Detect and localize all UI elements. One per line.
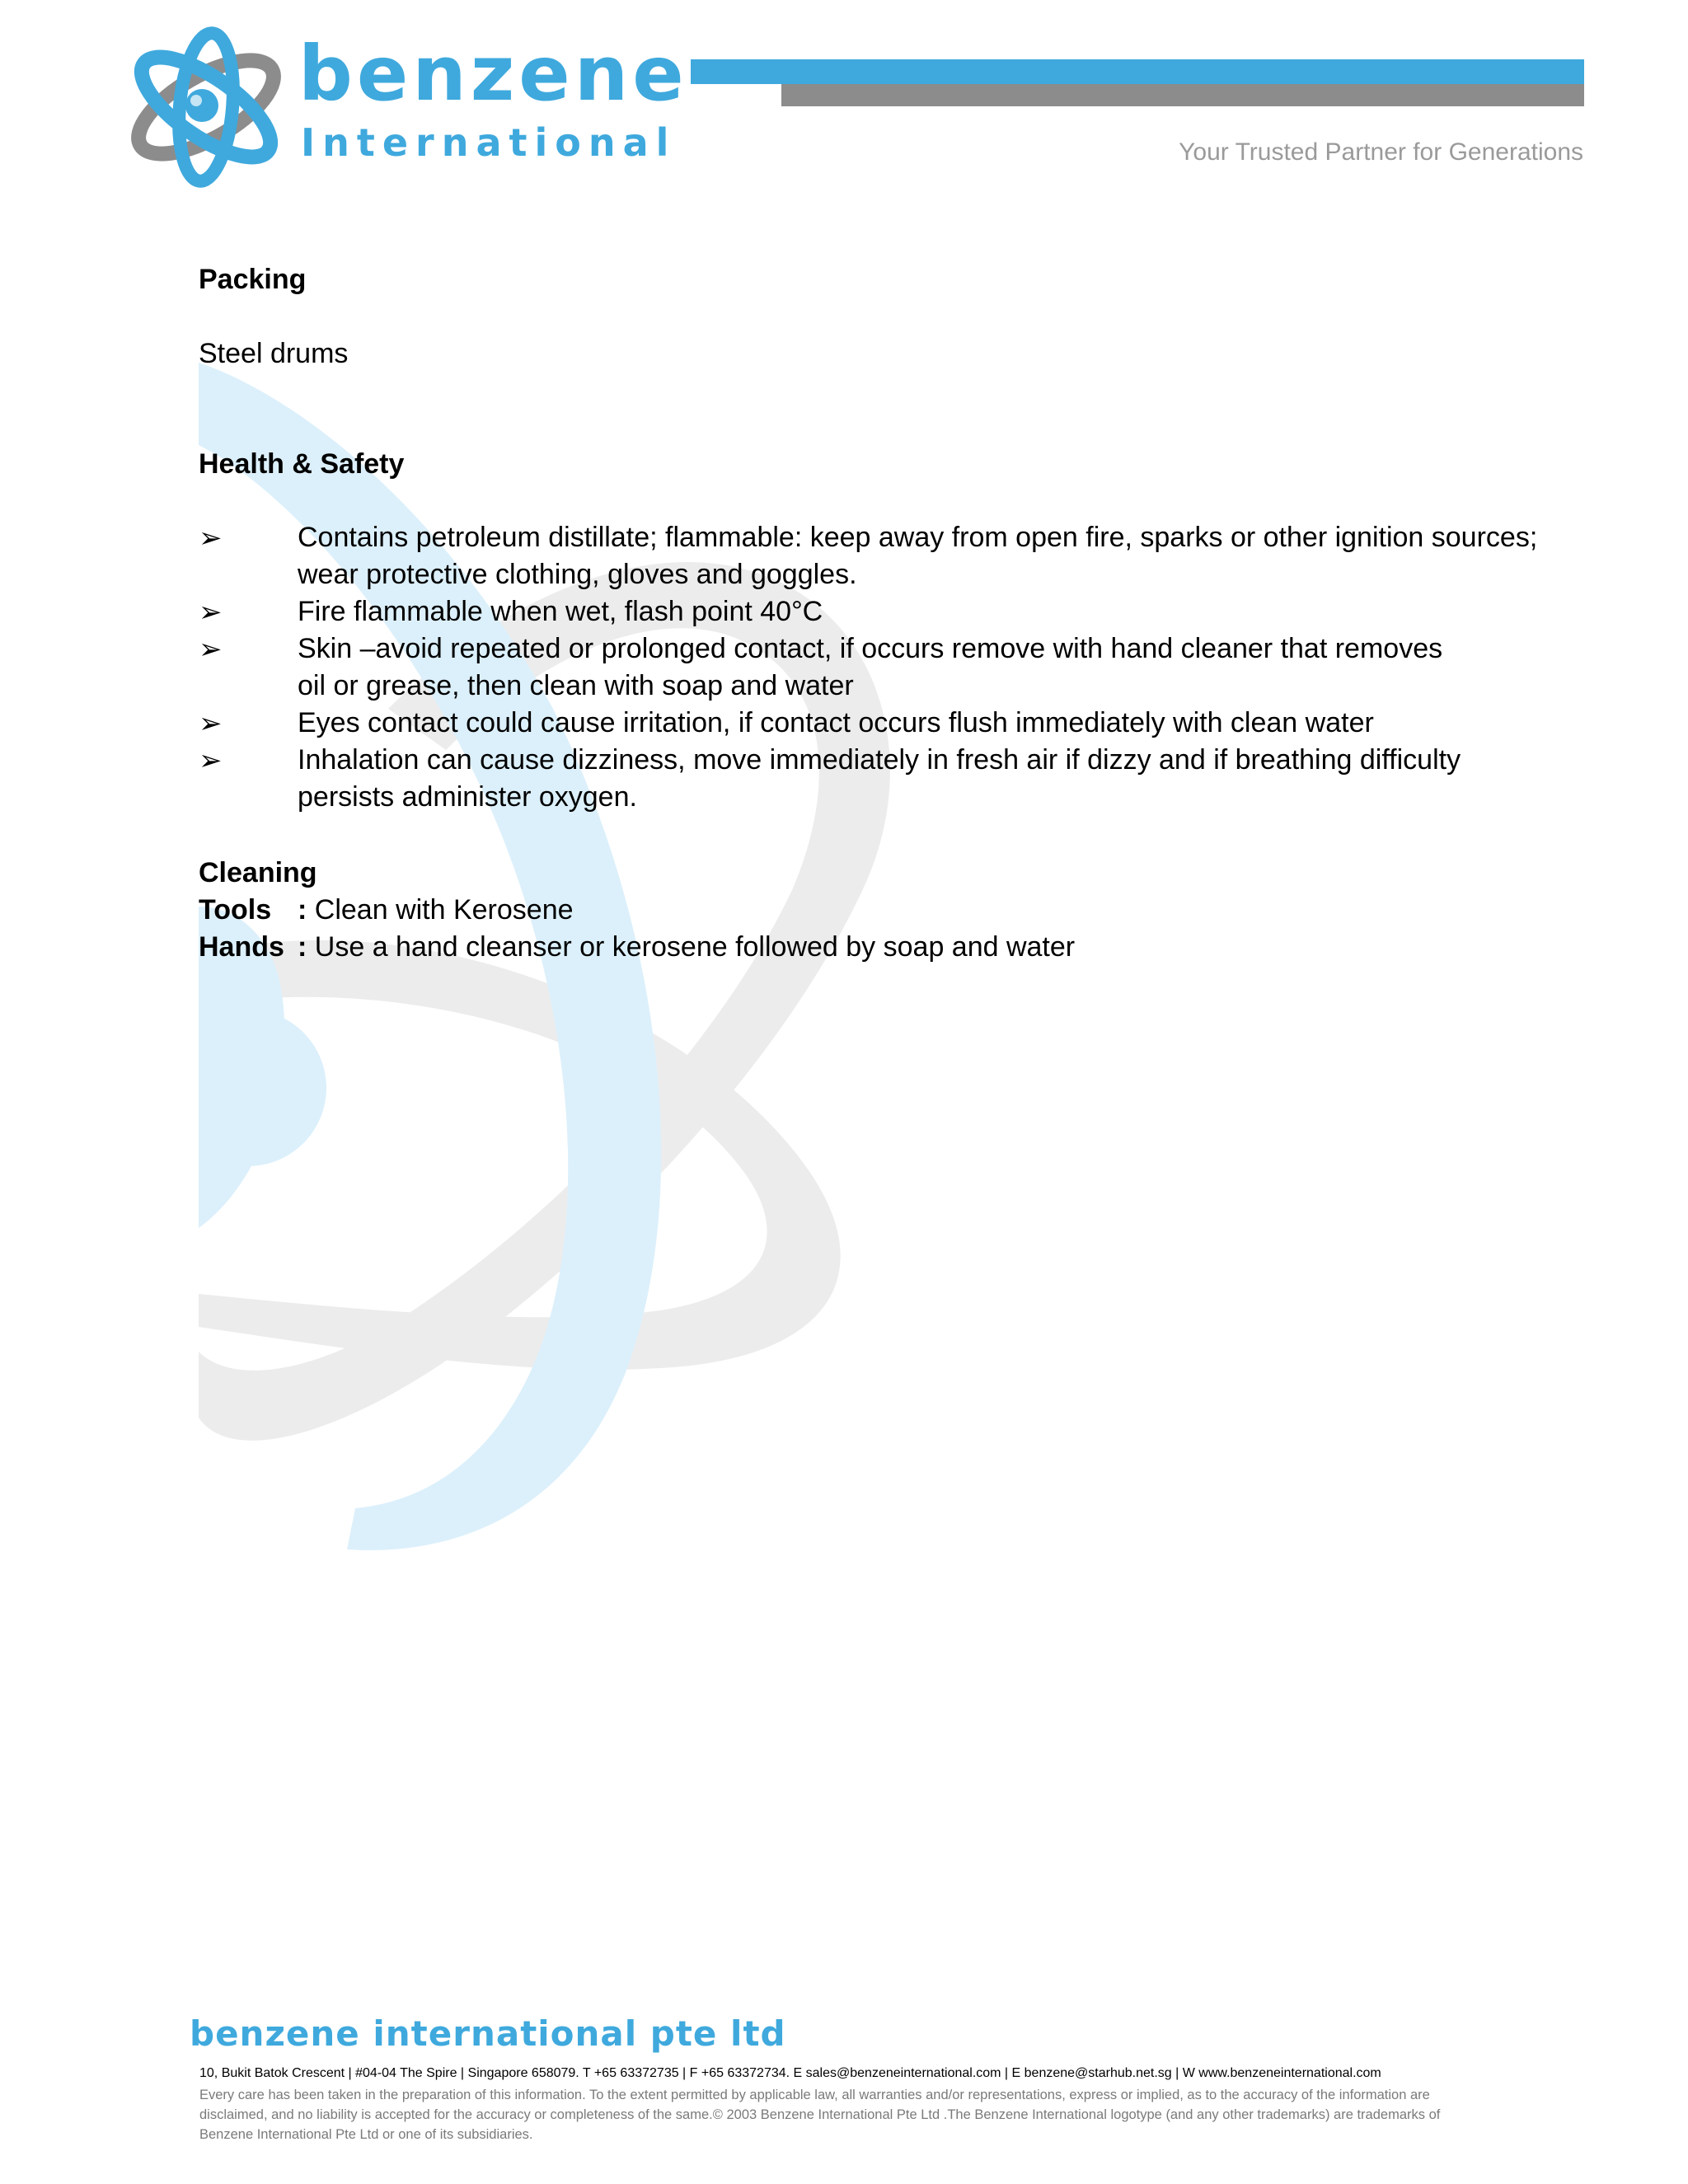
footer-disclaimer: Every care has been taken in the preparation of this information. To the extent permitted by applicable law, all warranties and/or representations, express or implied, as to the accuracy of the information are disclaimed, and no liability is accepted for the accuracy or completeness of the same.© 2003 Benzene International Pte Ltd .The Benzene International logotype (and any other trademarks) are trademarks of Benzene International Pte Ltd or one of its subsidiaries. (199, 2088, 1441, 2142)
health-safety-heading: Health & Safety (199, 448, 405, 480)
cleaning-hands-row (199, 933, 1075, 961)
tools-label: Tools (199, 894, 272, 926)
footer-address: 10, Bukit Batok Crescent | #04-04 The Spire | Singapore 658079. T +65 63372735 | F +65 63372734. E sales@benzeneinternational.com | E benzene@starhub.net.sg | W www.benzeneinternational.com (199, 2066, 1381, 2080)
tools-text: Clean with Kerosene (314, 894, 574, 926)
arrow-bullet-icon: ➢ (199, 523, 223, 554)
arrow-bullet-icon: ➢ (199, 708, 223, 739)
arrow-bullet-icon: ➢ (199, 597, 223, 628)
packing-heading: Packing (199, 264, 307, 295)
cleaning-tools-row (199, 896, 574, 924)
logo-wordmark-benzene: benzene (298, 30, 688, 118)
header-blue-bar (691, 59, 1584, 84)
header-tagline: Your Trusted Partner for Generations (1179, 138, 1583, 166)
cleaning-heading: Cleaning (199, 857, 317, 888)
tools-separator: : (298, 894, 307, 926)
arrow-bullet-icon: ➢ (199, 634, 223, 665)
list-item: Inhalation can cause dizziness, move immediately in fresh air if dizzy and if breathing difficulty persists administer oxygen. (298, 744, 1461, 813)
hands-text: Use a hand cleanser or kerosene followed by soap and water (314, 931, 1076, 963)
list-item: Eyes contact could cause irritation, if contact occurs flush immediately with clean water (298, 707, 1374, 738)
footer-company-name: benzene international pte ltd (190, 2013, 786, 2054)
hands-separator: : (298, 931, 307, 963)
benzene-logo-icon (124, 25, 288, 190)
header-gray-bar (781, 84, 1584, 106)
logo-wordmark-international: International (301, 120, 677, 165)
arrow-bullet-icon: ➢ (199, 745, 223, 776)
list-item: Contains petroleum distillate; flammable: keep away from open fire, sparks or other ignition sources; wear protective clothing, gloves and goggles. (298, 522, 1538, 590)
list-item: Fire flammable when wet, flash point 40°C (298, 596, 823, 627)
packing-text: Steel drums (199, 338, 349, 369)
list-item: Skin –avoid repeated or prolonged contact, if occurs remove with hand cleaner that removes oil or grease, then clean with soap and water (298, 633, 1443, 701)
hands-label: Hands (199, 931, 284, 963)
